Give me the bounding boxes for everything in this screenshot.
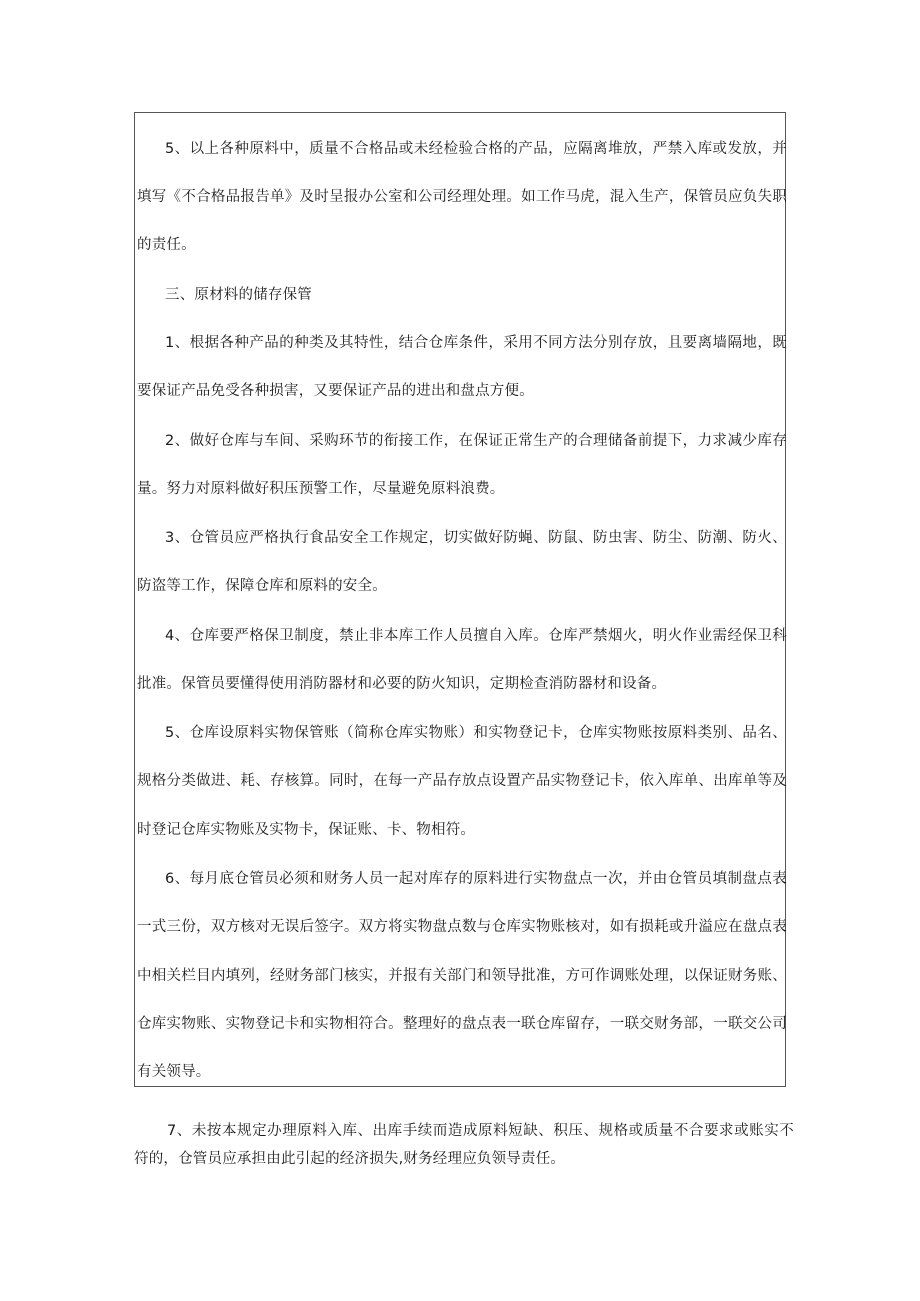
paragraph-6-line-2: 一式三份，双方核对无误后签字。双方将实物盘点数与仓库实物账核对，如有损耗或升溢应在盘点表 (137, 919, 787, 935)
paragraph-4-line-1: 4、仓库要严格保卫制度，禁止非本库工作人员擅自入库。仓库严禁烟火，明火作业需经保卫科 (165, 628, 787, 644)
paragraph-2-line-2: 量。努力对原料做好积压预警工作，尽量避免原料浪费。 (137, 481, 505, 497)
section-heading: 三、原材料的储存保管 (165, 287, 312, 303)
paragraph-5-line-3: 的责任。 (137, 237, 196, 253)
paragraph-7-line-2: 符的，仓管员应承担由此引起的经济损失,财务经理应负领导责任。 (134, 1151, 566, 1167)
paragraph-6-line-3: 中相关栏目内填列，经财务部门核实，并报有关部门和领导批准，方可作调账处理，以保证财务账、 (137, 968, 787, 984)
paragraph-3-line-1: 3、仓管员应严格执行食品安全工作规定，切实做好防蝇、防鼠、防虫害、防尘、防潮、防火、 (165, 530, 787, 546)
paragraph-5b-line-2: 规格分类做进、耗、存核算。同时，在每一产品存放点设置产品实物登记卡，依入库单、出库单等及 (137, 773, 787, 789)
paragraph-5-line-2: 填写《不合格品报告单》及时呈报办公室和公司经理处理。如工作马虎，混入生产，保管员应负失职 (137, 189, 787, 205)
paragraph-7-line-1: 7、未按本规定办理原料入库、出库手续而造成原料短缺、积压、规格或质量不合要求或账实不 (167, 1123, 794, 1139)
paragraph-5-line-1: 5、以上各种原料中，质量不合格品或未经检验合格的产品，应隔离堆放，严禁入库或发放，并 (165, 141, 787, 157)
paragraph-1-line-1: 1、根据各种产品的种类及其特性，结合仓库条件，采用不同方法分别存放，且要离墙隔地，既 (165, 335, 787, 351)
paragraph-6-line-5: 有关领导。 (137, 1064, 211, 1080)
paragraph-4-line-2: 批准。保管员要懂得使用消防器材和必要的防火知识，定期检查消防器材和设备。 (137, 676, 667, 692)
paragraph-6-line-1: 6、每月底仓管员必须和财务人员一起对库存的原料进行实物盘点一次，并由仓管员填制盘点表 (165, 871, 787, 887)
paragraph-3-line-2: 防盗等工作，保障仓库和原料的安全。 (137, 578, 387, 594)
paragraph-1-line-2: 要保证产品免受各种损害，又要保证产品的进出和盘点方便。 (137, 383, 534, 399)
paragraph-2-line-1: 2、做好仓库与车间、采购环节的衔接工作，在保证正常生产的合理储备前提下，力求减少库存 (165, 433, 787, 449)
paragraph-5b-line-3: 时登记仓库实物账及实物卡，保证账、卡、物相符。 (137, 822, 476, 838)
paragraph-5b-line-1: 5、仓库设原料实物保管账（简称仓库实物账）和实物登记卡，仓库实物账按原料类别、品名、 (165, 725, 787, 741)
paragraph-6-line-4: 仓库实物账、实物登记卡和实物相符合。整理好的盘点表一联仓库留存，一联交财务部，一联交公司 (137, 1016, 787, 1032)
bordered-text-box (134, 112, 786, 1087)
